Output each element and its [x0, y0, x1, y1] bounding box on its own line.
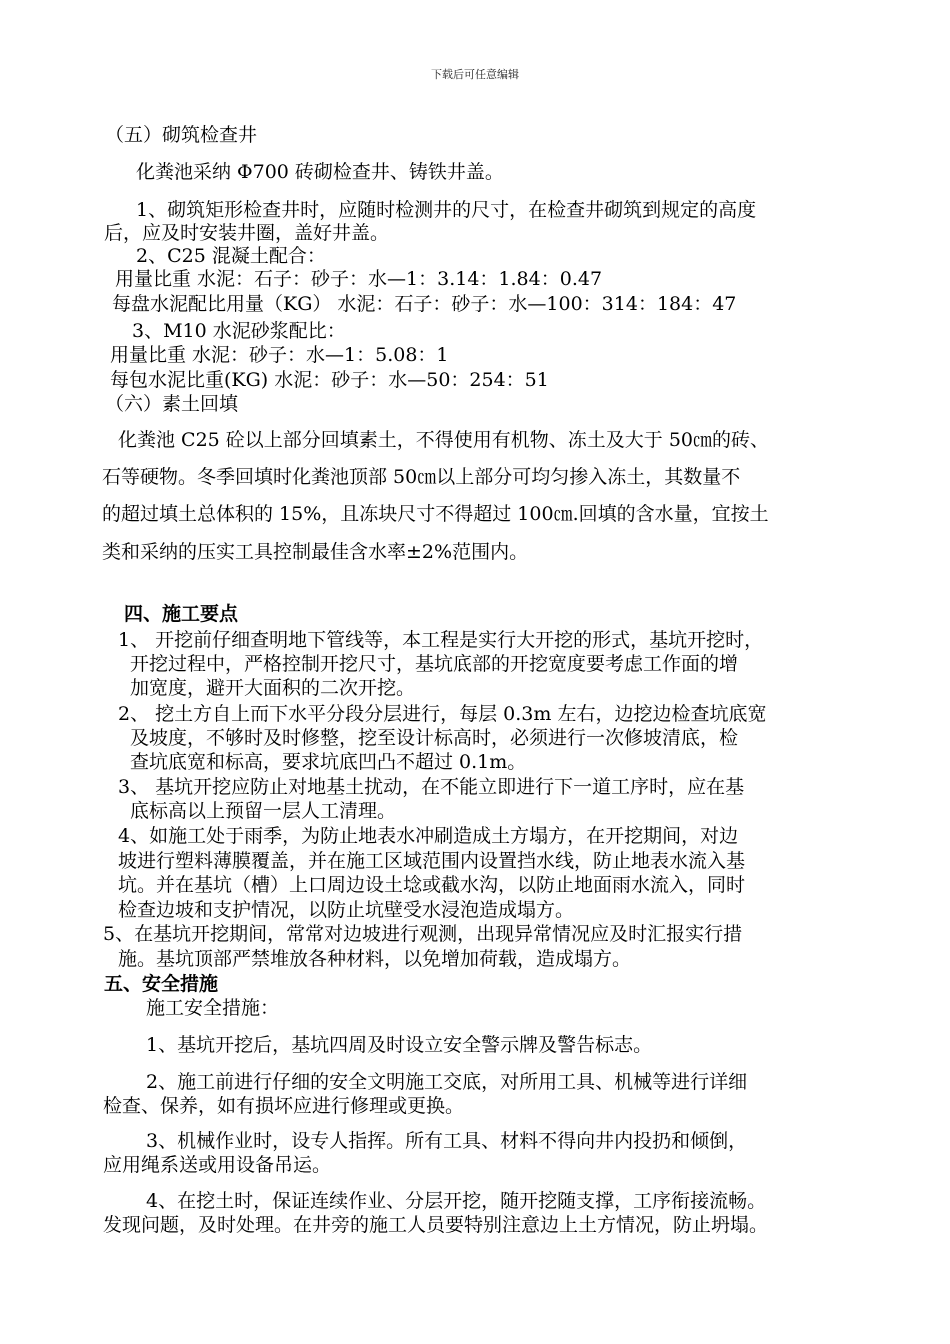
- paragraph-line: 化粪池 C25 砼以上部分回填素土，不得使用有机物、冻土及大于 50㎝的砖、: [118, 429, 770, 451]
- list-item-line: 3、 基坑开挖应防止对地基土扰动，在不能立即进行下一道工序时，应在基: [118, 776, 745, 798]
- section-heading-backfill: （六）素土回填: [105, 393, 239, 415]
- list-item-line: 加宽度，避开大面积的二次开挖。: [130, 677, 416, 699]
- list-item-line: 施。基坑顶部严禁堆放各种材料，以免增加荷载，造成塌方。: [118, 948, 632, 970]
- paragraph-line: 石等硬物。冬季回填时化粪池顶部 50㎝以上部分可均匀掺入冻土，其数量不: [102, 466, 741, 488]
- paragraph-line: 后，应及时安装井圈，盖好井盖。: [104, 222, 390, 244]
- mix-ratio-line: 每盘水泥配比用量（KG） 水泥：石子：砂子：水—100：314：184：47: [112, 293, 737, 315]
- list-item-line: 2、 挖土方自上而下水平分段分层进行，每层 0.3m 左右，边挖边检查坑底宽: [118, 703, 767, 725]
- paragraph-line: 检查、保养，如有损坏应进行修理或更换。: [103, 1095, 465, 1117]
- list-item-line: 4、如施工处于雨季，为防止地表水冲刷造成土方塌方，在开挖期间，对边: [118, 825, 739, 847]
- paragraph-line: 施工安全措施：: [146, 997, 280, 1019]
- paragraph-line: 1、砌筑矩形检查井时，应随时检测井的尺寸，在检查井砌筑到规定的高度: [136, 199, 757, 221]
- paragraph-line: 3、M10 水泥砂浆配比：: [132, 320, 346, 342]
- list-item-line: 坑。并在基坑（槽）上口周边设土埝或截水沟，以防止地面雨水流入，同时: [118, 874, 746, 896]
- paragraph-line: 应用绳系送或用设备吊运。: [103, 1154, 332, 1176]
- list-item-line: 及坡度，不够时及时修整，挖至设计标高时，必须进行一次修坡清底，检: [130, 727, 739, 749]
- paragraph-line: 1、基坑开挖后，基坑四周及时设立安全警示牌及警告标志。: [146, 1034, 653, 1056]
- page-header-note: 下载后可任意编辑: [431, 68, 519, 81]
- paragraph-line: 4、在挖土时，保证连续作业、分层开挖，随开挖随支撑，工序衔接流畅。: [146, 1190, 767, 1212]
- paragraph-line: 化粪池采纳 Φ700 砖砌检查井、铸铁井盖。: [136, 161, 504, 183]
- list-item-line: 坡进行塑料薄膜覆盖，并在施工区域范围内设置挡水线，防止地表水流入基: [118, 850, 746, 872]
- paragraph-line: 2、C25 混凝土配合：: [136, 245, 326, 267]
- paragraph-line: 发现问题，及时处理。在井旁的施工人员要特别注意边上土方情况，防止坍塌。: [103, 1214, 769, 1236]
- mix-ratio-line: 每包水泥比重(KG) 水泥：砂子：水—50：254：51: [110, 369, 549, 391]
- list-item-line: 底标高以上预留一层人工清理。: [130, 800, 397, 822]
- mix-ratio-line: 用量比重 水泥：石子：砂子：水—1：3.14：1.84：0.47: [115, 268, 603, 290]
- paragraph-line: 类和采纳的压实工具控制最佳含水率±2%范围内。: [102, 541, 529, 563]
- mix-ratio-line: 用量比重 水泥：砂子：水—1：5.08：1: [110, 344, 449, 366]
- section-heading-safety-measures: 五、安全措施: [104, 973, 219, 995]
- list-item-line: 5、在基坑开挖期间，常常对边坡进行观测，出现异常情况应及时汇报实行措: [103, 923, 743, 945]
- list-item-line: 1、 开挖前仔细查明地下管线等，本工程是实行大开挖的形式，基坑开挖时，: [118, 629, 764, 651]
- paragraph-line: 2、施工前进行仔细的安全文明施工交底，对所用工具、机械等进行详细: [146, 1071, 748, 1093]
- paragraph-line: 3、机械作业时，设专人指挥。所有工具、材料不得向井内投扔和倾倒，: [146, 1130, 748, 1152]
- list-item-line: 查坑底宽和标高，要求坑底凹凸不超过 0.1m。: [130, 751, 527, 773]
- section-heading-masonry-inspection-well: （五）砌筑检查井: [105, 124, 258, 146]
- section-heading-construction-points: 四、施工要点: [124, 603, 239, 625]
- list-item-line: 检查边坡和支护情况，以防止坑壁受水浸泡造成塌方。: [118, 899, 575, 921]
- paragraph-line: 的超过填土总体积的 15%，且冻块尺寸不得超过 100㎝.回填的含水量，宜按土: [102, 503, 769, 525]
- list-item-line: 开挖过程中，严格控制开挖尺寸，基坑底部的开挖宽度要考虑工作面的增: [130, 653, 739, 675]
